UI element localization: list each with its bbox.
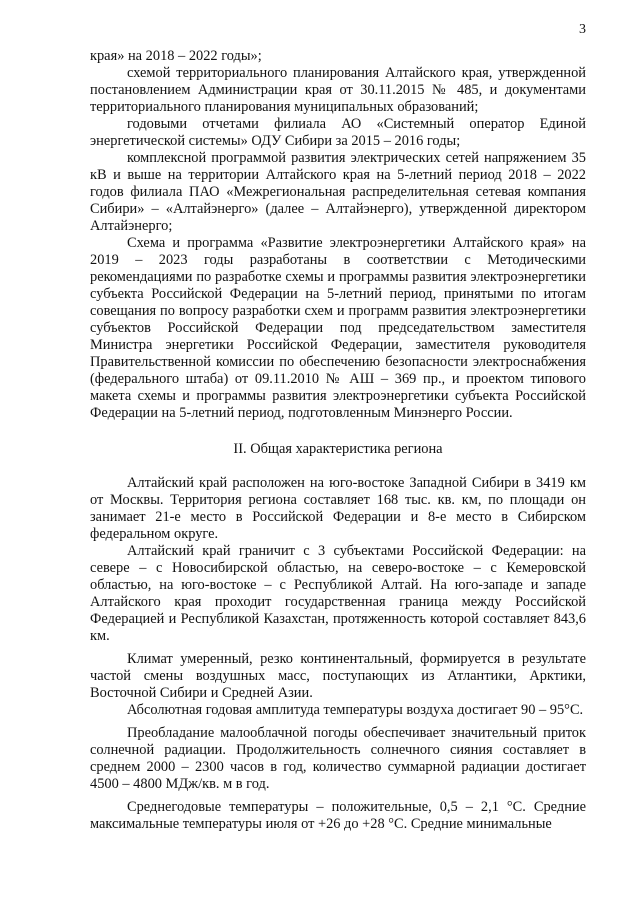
page-number: 3: [579, 22, 586, 37]
section-heading: II. Общая характеристика региона: [233, 441, 443, 457]
paragraph: Преобладание малооблачной погоды обеспечивает значительный приток солнечной радиации. Продолжительность солнечного сияния составляет в среднем 2000 – 2300 часов в год, количество суммарной радиации достигает 4500 – 4800 МДж/кв. м в год.: [90, 725, 586, 792]
document-body: [90, 48, 586, 833]
paragraph: годовыми отчетами филиала АО «Системный оператор Единой энергетической системы» ОДУ Сибири за 2015 – 2016 годы;: [90, 116, 586, 149]
paragraph: края» на 2018 – 2022 годы»;: [90, 48, 262, 64]
paragraph: комплексной программой развития электрических сетей напряжением 35 кВ и выше на территории Алтайского края на 5-летний период 2018 – 2022 годов филиала ПАО «Межрегиональная распределительная сетевая компания Сибири» – «Алтайэнерго» (далее – Алтайэнерго), утвержденной директором Алтайэнерго;: [90, 150, 586, 234]
paragraph: Абсолютная годовая амплитуда температуры воздуха достигает 90 – 95°С.: [127, 702, 584, 718]
paragraph: Схема и программа «Развитие электроэнергетики Алтайского края» на 2019 – 2023 годы разработаны в соответствии с Методическими рекомендациями по разработке схемы и программы развития электроэнергетики субъекта Российской Федерации на 5-летний период, принятыми по итогам совещания по вопросу разработки схем и программ развития электроэнергетики субъектов Российской Федерации под председательством заместителя Министра энергетики Российской Федерации, заместителя руководителя Правительственной комиссии по обеспечению безопасности электроснабжения (федерального штаба) от 09.11.2010 № АШ – 369 пр., и проектом типового макета схемы и программы развития электроэнергетики субъекта Российской Федерации на 5-летний период, подготовленным Минэнерго России.: [90, 235, 586, 421]
paragraph: Алтайский край граничит с 3 субъектами Российской Федерации: на севере – с Новосибирской областью, на северо-востоке – с Кемеровской областью, на юго-востоке – с Республикой Алтай. На юго-западе и западе Алтайского края проходит государственная граница между Российской Федерацией и Республикой Казахстан, протяженность которой составляет 843,6 км.: [90, 543, 586, 644]
paragraph: Среднегодовые температуры – положительные, 0,5 – 2,1 °С. Средние максимальные температуры июля от +26 до +28 °С. Средние минимальные: [90, 799, 586, 832]
paragraph: схемой территориального планирования Алтайского края, утвержденной постановлением Администрации края от 30.11.2015 № 485, и документами территориального планирования муниципальных образований;: [90, 65, 586, 115]
paragraph: Климат умеренный, резко континентальный, формируется в результате частой смены воздушных масс, поступающих из Атлантики, Арктики, Восточной Сибири и Средней Азии.: [90, 651, 586, 701]
paragraph: Алтайский край расположен на юго-востоке Западной Сибири в 3419 км от Москвы. Территория региона составляет 168 тыс. кв. км, по площади он занимает 21-е место в Российской Федерации и 8-е место в Сибирском федеральном округе.: [90, 475, 586, 542]
